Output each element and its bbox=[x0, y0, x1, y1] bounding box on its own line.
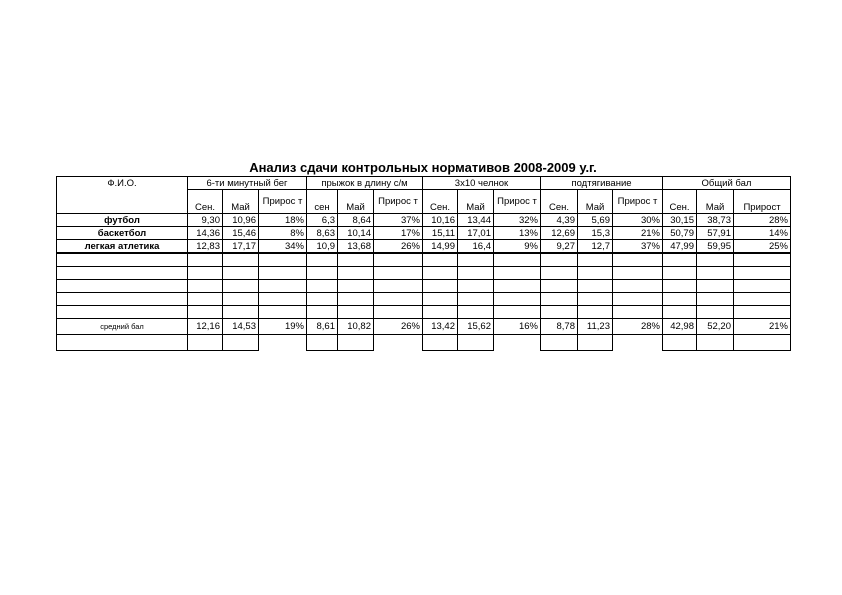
cell: 26% bbox=[374, 240, 423, 254]
cell: 10,16 bbox=[423, 214, 458, 227]
header-row-groups bbox=[57, 177, 791, 190]
cell: 8,78 bbox=[541, 319, 578, 335]
sub-header: Прирос т bbox=[259, 190, 307, 214]
cell: 10,96 bbox=[223, 214, 259, 227]
header-fio: Ф.И.О. bbox=[57, 177, 188, 190]
empty-row bbox=[57, 306, 791, 319]
results-table bbox=[56, 176, 791, 351]
cell: 34% bbox=[259, 240, 307, 254]
cell: 5,69 bbox=[578, 214, 613, 227]
cell: 15,11 bbox=[423, 227, 458, 240]
cell: 52,20 bbox=[697, 319, 734, 335]
cell: 14% bbox=[734, 227, 791, 240]
cell: 13,68 bbox=[338, 240, 374, 254]
row-name: баскетбол bbox=[57, 227, 188, 240]
cell: 17% bbox=[374, 227, 423, 240]
cell: 28% bbox=[734, 214, 791, 227]
table-row bbox=[57, 227, 791, 240]
header-group-total: Общий бал bbox=[663, 177, 791, 190]
cell: 21% bbox=[734, 319, 791, 335]
empty-row bbox=[57, 267, 791, 280]
sub-header: Прирос т bbox=[374, 190, 423, 214]
cell: 15,62 bbox=[458, 319, 494, 335]
cell: 8,63 bbox=[307, 227, 338, 240]
cell: 8,64 bbox=[338, 214, 374, 227]
header-group-shuttle: 3х10 челнок bbox=[423, 177, 541, 190]
cell: 18% bbox=[259, 214, 307, 227]
cell: 16,4 bbox=[458, 240, 494, 254]
cell: 4,39 bbox=[541, 214, 578, 227]
cell: 10,82 bbox=[338, 319, 374, 335]
cell: 28% bbox=[613, 319, 663, 335]
cell: 47,99 bbox=[663, 240, 697, 254]
header-fio-cont bbox=[57, 190, 188, 214]
cell: 32% bbox=[494, 214, 541, 227]
cell: 10,9 bbox=[307, 240, 338, 254]
sub-header: Прирост bbox=[734, 190, 791, 214]
sub-header: Сен. bbox=[423, 190, 458, 214]
cell: 14,36 bbox=[188, 227, 223, 240]
cell: 26% bbox=[374, 319, 423, 335]
sub-header: Май bbox=[223, 190, 259, 214]
page-title: Анализ сдачи контрольных нормативов 2008-2009 у.г. bbox=[249, 160, 597, 175]
cell: 14,99 bbox=[423, 240, 458, 254]
row-name: футбол bbox=[57, 214, 188, 227]
cell: 13,44 bbox=[458, 214, 494, 227]
cell: 13,42 bbox=[423, 319, 458, 335]
table-row bbox=[57, 240, 791, 254]
cell: 42,98 bbox=[663, 319, 697, 335]
cell: 30,15 bbox=[663, 214, 697, 227]
sub-header: Сен. bbox=[663, 190, 697, 214]
cell: 59,95 bbox=[697, 240, 734, 254]
cell: 12,69 bbox=[541, 227, 578, 240]
sub-header: Май bbox=[338, 190, 374, 214]
cell: 11,23 bbox=[578, 319, 613, 335]
cell: 12,16 bbox=[188, 319, 223, 335]
header-group-jump: прыжок в длину с/м bbox=[307, 177, 423, 190]
row-name: легкая атлетика bbox=[57, 240, 188, 254]
cell: 37% bbox=[374, 214, 423, 227]
sub-header: Май bbox=[578, 190, 613, 214]
header-group-pullup: подтягивание bbox=[541, 177, 663, 190]
cell: 19% bbox=[259, 319, 307, 335]
cell: 16% bbox=[494, 319, 541, 335]
cell: 8% bbox=[259, 227, 307, 240]
table-row bbox=[57, 214, 791, 227]
average-label: средний бал bbox=[57, 319, 188, 335]
cell: 9,27 bbox=[541, 240, 578, 254]
sub-header: Прирос т bbox=[494, 190, 541, 214]
cell: 9% bbox=[494, 240, 541, 254]
cell: 57,91 bbox=[697, 227, 734, 240]
cell: 9,30 bbox=[188, 214, 223, 227]
cell: 12,83 bbox=[188, 240, 223, 254]
cell: 37% bbox=[613, 240, 663, 254]
empty-row bbox=[57, 293, 791, 306]
cell: 15,3 bbox=[578, 227, 613, 240]
empty-row bbox=[57, 335, 791, 351]
empty-row bbox=[57, 280, 791, 293]
sub-header: сен bbox=[307, 190, 338, 214]
sub-header: Май bbox=[458, 190, 494, 214]
cell: 30% bbox=[613, 214, 663, 227]
header-row-sub bbox=[57, 190, 791, 214]
empty-row bbox=[57, 253, 791, 267]
cell: 50,79 bbox=[663, 227, 697, 240]
cell: 13% bbox=[494, 227, 541, 240]
cell: 8,61 bbox=[307, 319, 338, 335]
cell: 14,53 bbox=[223, 319, 259, 335]
cell: 12,7 bbox=[578, 240, 613, 254]
cell: 25% bbox=[734, 240, 791, 254]
average-row bbox=[57, 319, 791, 335]
cell: 17,01 bbox=[458, 227, 494, 240]
cell: 10,14 bbox=[338, 227, 374, 240]
cell: 15,46 bbox=[223, 227, 259, 240]
sub-header: Май bbox=[697, 190, 734, 214]
header-group-run: 6-ти минутный бег bbox=[188, 177, 307, 190]
sub-header: Сен. bbox=[188, 190, 223, 214]
cell: 38,73 bbox=[697, 214, 734, 227]
sub-header: Сен. bbox=[541, 190, 578, 214]
cell: 17,17 bbox=[223, 240, 259, 254]
cell: 6,3 bbox=[307, 214, 338, 227]
cell: 21% bbox=[613, 227, 663, 240]
sub-header: Прирос т bbox=[613, 190, 663, 214]
